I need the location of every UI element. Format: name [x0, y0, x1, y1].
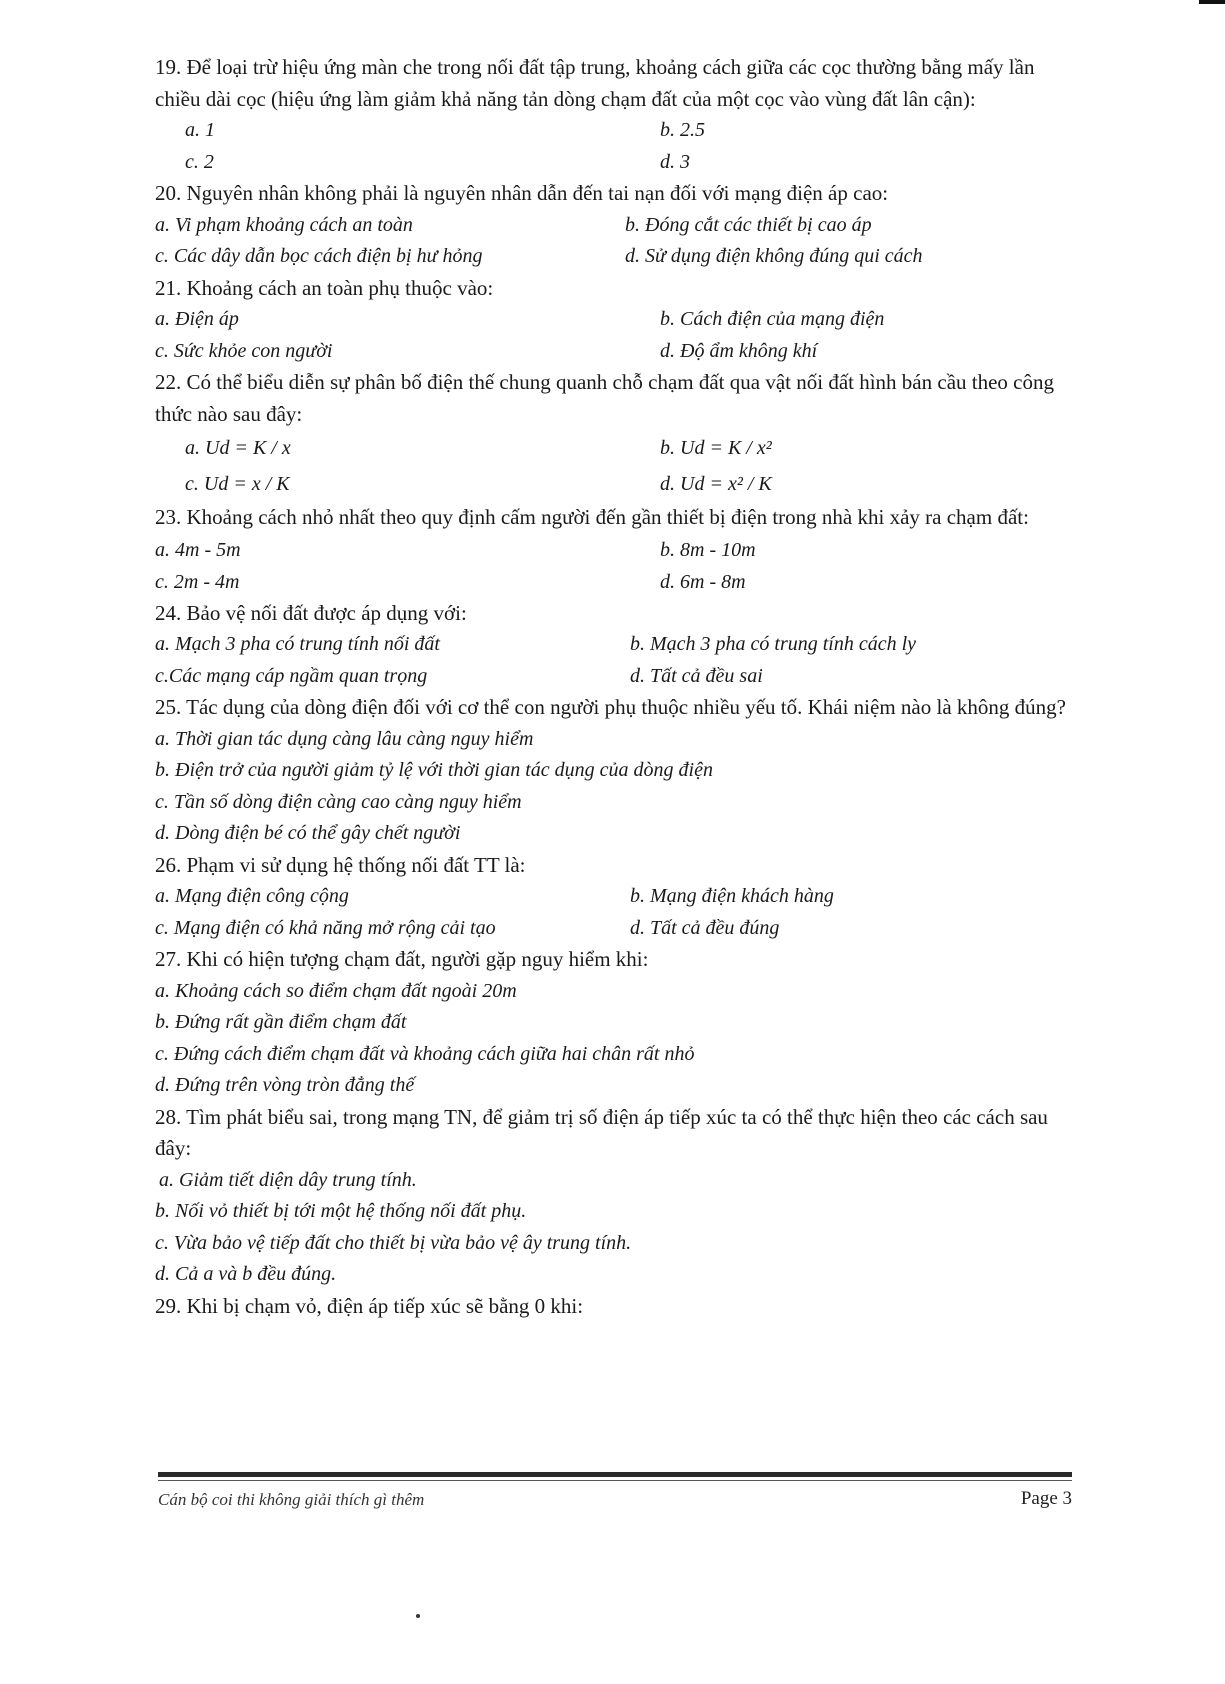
option-c: c. Các dây dẫn bọc cách điện bị hư hỏng: [155, 245, 483, 267]
option-d: d. Đứng trên vòng tròn đẳng thế: [155, 1074, 415, 1096]
option-c: c. Sức khỏe con người: [155, 339, 333, 362]
option-list: [155, 1165, 1072, 1291]
option-a: a. 4m - 5m: [155, 538, 241, 561]
option-a: a. Giảm tiết diện dây trung tính.: [159, 1168, 417, 1191]
question-22: [155, 367, 1072, 502]
question-27: [155, 944, 1072, 1102]
option-d: d. Tất cả đều sai: [630, 664, 763, 687]
footer-note: Cán bộ coi thi không giải thích gì thêm: [158, 1490, 425, 1509]
option-b: b. Đóng cắt các thiết bị cao áp: [625, 213, 872, 236]
question-21: [155, 273, 1072, 368]
question-29: [155, 1291, 1072, 1323]
option-grid: [155, 430, 1072, 502]
option-c: c. 2m - 4m: [155, 570, 240, 593]
question-stem: 27. Khi có hiện tượng chạm đất, người gặp nguy hiểm khi:: [155, 947, 649, 971]
option-b: b. 2.5: [660, 119, 705, 141]
question-stem: 21. Khoảng cách an toàn phụ thuộc vào:: [155, 275, 494, 300]
page-number: Page 3: [1020, 1488, 1072, 1509]
question-26: [155, 850, 1072, 945]
question-24: [155, 598, 1072, 693]
question-20: [155, 178, 1072, 273]
page-edge-mark: [1199, 0, 1225, 4]
question-stem: 25. Tác dụng của dòng điện đối với cơ thể con người phụ thuộc nhiều yếu tố. Khái niệm nào là không đúng?: [155, 695, 1066, 719]
option-c: c. Tần số dòng điện càng cao càng nguy hiểm: [155, 790, 522, 813]
question-28: [155, 1102, 1072, 1291]
option-c: c. Vừa bảo vệ tiếp đất cho thiết bị vừa bảo vệ ây trung tính.: [155, 1231, 632, 1254]
option-c: c.Các mạng cáp ngầm quan trọng: [155, 664, 428, 687]
option-d: d. Ud = x² / K: [660, 473, 772, 495]
option-grid: [155, 629, 1072, 692]
exam-page: [155, 52, 1072, 1322]
option-c: c. 2: [185, 150, 214, 173]
option-d: d. Tất cả đều đúng: [630, 916, 780, 939]
option-b: b. 8m - 10m: [660, 538, 756, 561]
option-b: b. Mạch 3 pha có trung tính cách ly: [630, 633, 917, 655]
question-stem: 23. Khoảng cách nhỏ nhất theo quy định cấm người đến gần thiết bị điện trong nhà khi xảy ra chạm đất:: [155, 505, 1029, 529]
question-stem: 28. Tìm phát biểu sai, trong mạng TN, để giảm trị số điện áp tiếp xúc ta có thể thực hiện theo các cách sau đây:: [155, 1104, 1048, 1160]
option-b: b. Ud = K / x²: [660, 437, 772, 459]
option-a: a. Thời gian tác dụng càng lâu càng nguy hiểm: [155, 727, 534, 750]
option-list: [155, 976, 1072, 1102]
question-stem: 26. Phạm vi sử dụng hệ thống nối đất TT là:: [155, 852, 526, 877]
question-stem: 24. Bảo vệ nối đất được áp dụng với:: [155, 600, 467, 625]
scan-speck: [416, 1614, 420, 1618]
option-grid: [155, 210, 1072, 273]
option-grid: [155, 534, 1072, 598]
option-a: a. Mạch 3 pha có trung tính nối đất: [155, 633, 440, 655]
footer-rule-thin: [158, 1480, 1072, 1481]
question-23: [155, 502, 1072, 598]
option-b: b. Nối vỏ thiết bị tới một hệ thống nối đất phụ.: [155, 1200, 527, 1222]
question-stem: 19. Để loại trừ hiệu ứng màn che trong nối đất tập trung, khoảng cách giữa các cọc thường bằng mấy lần chiều dài cọc (hiệu ứng làm giảm khả năng tản dòng chạm đất của một cọc vào vùng đất lân cận):: [155, 55, 1035, 111]
option-d: d. 3: [660, 150, 690, 173]
option-a: a. Điện áp: [155, 308, 239, 330]
option-b: b. Cách điện của mạng điện: [660, 308, 885, 330]
option-b: b. Điện trở của người giảm tỷ lệ với thời gian tác dụng của dòng điện: [155, 759, 713, 781]
option-list: [155, 724, 1072, 850]
option-a: a. Ud = K / x: [185, 437, 291, 459]
option-a: a. Khoảng cách so điểm chạm đất ngoài 20m: [155, 979, 517, 1002]
option-d: d. Cả a và b đều đúng.: [155, 1263, 337, 1285]
option-b: b. Đứng rất gần điểm chạm đất: [155, 1011, 407, 1033]
question-stem: 20. Nguyên nhân không phải là nguyên nhân dẫn đến tai nạn đối với mạng điện áp cao:: [155, 181, 889, 205]
option-grid: [155, 115, 1072, 178]
option-c: c. Ud = x / K: [185, 473, 290, 495]
option-c: c. Đứng cách điểm chạm đất và khoảng cách giữa hai chân rất nhỏ: [155, 1042, 695, 1065]
footer-rule-thick: [158, 1472, 1072, 1477]
question-stem: 29. Khi bị chạm vỏ, điện áp tiếp xúc sẽ bằng 0 khi:: [155, 1293, 584, 1318]
option-grid: [155, 881, 1072, 944]
option-a: a. Mạng điện công cộng: [155, 885, 349, 907]
option-d: d. 6m - 8m: [660, 570, 746, 593]
question-stem: 22. Có thể biểu diễn sự phân bố điện thế chung quanh chỗ chạm đất qua vật nối đất hình bán cầu theo công thức nào sau đây:: [155, 370, 1054, 426]
option-a: a. Vi phạm khoảng cách an toàn: [155, 213, 413, 236]
question-25: [155, 692, 1072, 850]
option-d: d. Sử dụng điện không đúng qui cách: [625, 245, 923, 267]
option-c: c. Mạng điện có khả năng mở rộng cải tạo: [155, 916, 496, 939]
option-d: d. Độ ẩm không khí: [660, 339, 818, 362]
option-d: d. Dòng điện bé có thể gây chết người: [155, 822, 461, 844]
option-grid: [155, 304, 1072, 367]
question-19: [155, 52, 1072, 178]
option-b: b. Mạng điện khách hàng: [630, 885, 834, 907]
option-a: a. 1: [185, 119, 215, 141]
